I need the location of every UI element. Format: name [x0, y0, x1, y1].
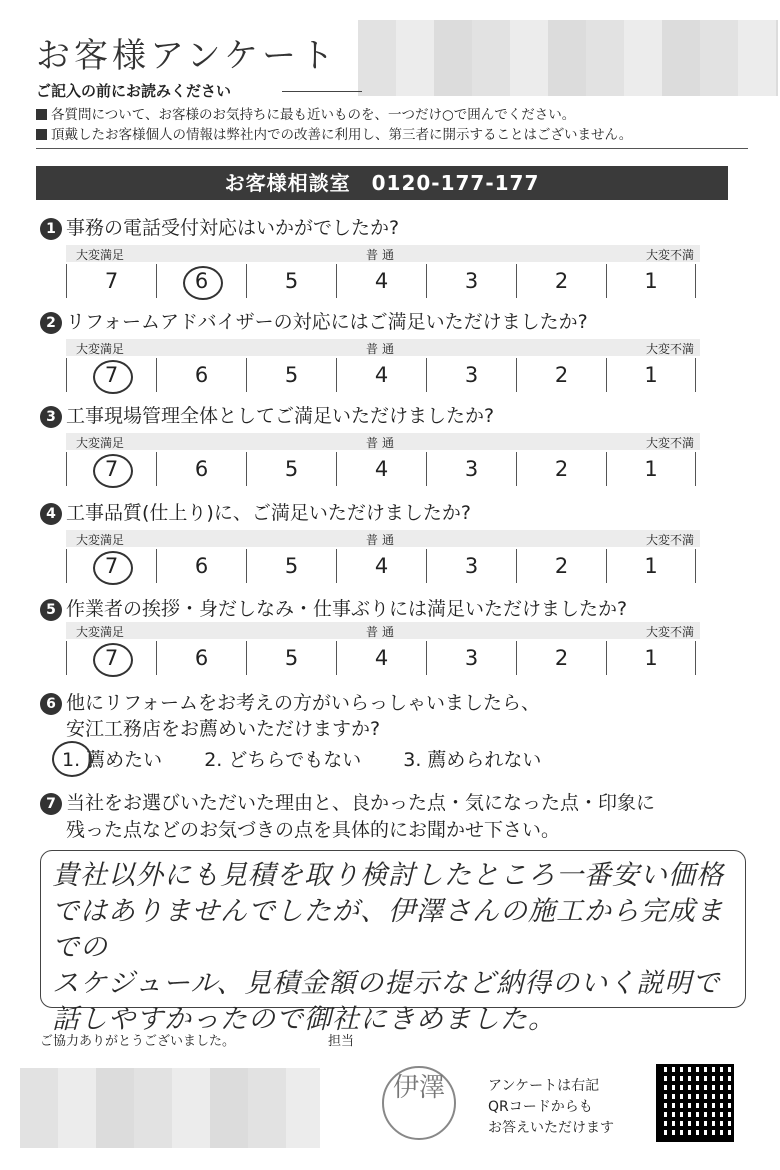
rating-option-5[interactable]: 5	[246, 264, 336, 298]
question-5: 5 作業者の挨拶・身だしなみ・仕事ぶりには満足いただけましたか?	[40, 594, 627, 621]
rating-scale-q4	[66, 549, 700, 583]
notice-divider	[282, 91, 362, 92]
rating-option-2[interactable]: 2	[516, 358, 606, 392]
question-number-icon: 7	[40, 793, 62, 815]
rating-option-6[interactable]: 6	[156, 641, 246, 675]
rating-option-7[interactable]: 7	[66, 264, 156, 298]
rating-option-4[interactable]: 4	[336, 549, 426, 583]
rating-option-1[interactable]: 1	[606, 549, 696, 583]
square-bullet-icon	[36, 129, 47, 140]
staff-label: 担当	[328, 1034, 355, 1049]
rating-option-1[interactable]: 1	[606, 264, 696, 298]
redacted-area	[20, 1068, 320, 1148]
rating-option-1[interactable]: 1	[606, 452, 696, 486]
handwritten-answer: 貴社以外にも見積を取り検討したところ一番安い価格 ではありませんでしたが、伊澤さんの施工から完成までの スケジュール、見積金額の提示など納得のいく説明で 話しやすかったので御社にきめました。	[52, 860, 724, 1035]
header-divider	[36, 148, 748, 149]
notice-line: 頂戴したお客様個人の情報は弊社内での改善に利用し、第三者に開示することはございません。	[36, 123, 632, 143]
rating-scale-q2	[66, 358, 700, 392]
thanks-text: ご協力ありがとうございました。	[40, 1034, 236, 1049]
rating-option-1[interactable]: 1	[606, 358, 696, 392]
rating-option-2[interactable]: 2	[516, 641, 606, 675]
q6-option-3[interactable]: 3. 薦められない	[403, 749, 542, 771]
staff-seal-stamp: 伊澤	[382, 1066, 456, 1140]
scale-header: 大変満足 普通 大変不満	[66, 622, 700, 639]
q6-option-1[interactable]: 1. 薦めたい	[62, 745, 162, 772]
qr-instructions: アンケートは右記 QRコードからも お答えいただけます	[488, 1078, 614, 1136]
rating-option-5[interactable]: 5	[246, 641, 336, 675]
rating-option-7[interactable]: 7	[66, 452, 156, 486]
rating-scale-q1	[66, 264, 700, 298]
rating-scale-q5	[66, 641, 700, 675]
rating-option-5[interactable]: 5	[246, 549, 336, 583]
scale-header: 大変満足 普通 大変不満	[66, 339, 700, 356]
question-number-icon: 5	[40, 599, 62, 621]
notice-title: ご記入の前にお読みください	[36, 82, 232, 100]
question-7-line2: 残った点などのお気づきの点を具体的にお聞かせ下さい。	[66, 819, 561, 841]
support-banner: お客様相談室 0120-177-177	[36, 166, 728, 200]
notice-line: 各質問について、お客様のお気持ちに最も近いものを、一つだけ○で囲んでください。	[36, 103, 575, 123]
question-6-line2: 安江工務店をお薦めいただけますか?	[66, 718, 381, 740]
rating-scale-q3	[66, 452, 700, 486]
question-number-icon: 2	[40, 312, 62, 334]
rating-option-4[interactable]: 4	[336, 452, 426, 486]
question-7: 7 当社をお選びいただいた理由と、良かった点・気になった点・印象に	[40, 788, 655, 815]
scale-header: 大変満足 普通 大変不満	[66, 530, 700, 547]
question-1: 1 事務の電話受付対応はいかがでしたか?	[40, 213, 399, 240]
question-3: 3 工事現場管理全体としてご満足いただけましたか?	[40, 401, 494, 428]
square-bullet-icon	[36, 109, 47, 120]
rating-option-3[interactable]: 3	[426, 264, 516, 298]
question-number-icon: 3	[40, 406, 62, 428]
scale-header: 大変満足 普通 大変不満	[66, 245, 700, 262]
redacted-area	[358, 20, 778, 96]
scale-header: 大変満足 普通 大変不満	[66, 433, 700, 450]
rating-option-6[interactable]: 6	[156, 358, 246, 392]
rating-option-2[interactable]: 2	[516, 549, 606, 583]
rating-option-5[interactable]: 5	[246, 358, 336, 392]
question-6: 6 他にリフォームをお考えの方がいらっしゃいましたら、	[40, 688, 540, 715]
rating-option-5[interactable]: 5	[246, 452, 336, 486]
rating-option-6[interactable]: 6	[156, 452, 246, 486]
rating-option-6[interactable]: 6	[156, 549, 246, 583]
rating-option-6[interactable]: 6	[156, 264, 246, 298]
question-number-icon: 1	[40, 218, 62, 240]
q6-options	[62, 745, 577, 772]
page-title: お客様アンケート	[36, 36, 338, 76]
rating-option-4[interactable]: 4	[336, 264, 426, 298]
question-number-icon: 4	[40, 503, 62, 525]
rating-option-2[interactable]: 2	[516, 452, 606, 486]
question-4: 4 工事品質(仕上り)に、ご満足いただけましたか?	[40, 498, 471, 525]
rating-option-3[interactable]: 3	[426, 641, 516, 675]
question-2: 2 リフォームアドバイザーの対応にはご満足いただけましたか?	[40, 307, 588, 334]
q6-option-2[interactable]: 2. どちらでもない	[204, 749, 362, 771]
rating-option-7[interactable]: 7	[66, 358, 156, 392]
rating-option-3[interactable]: 3	[426, 549, 516, 583]
rating-option-1[interactable]: 1	[606, 641, 696, 675]
qr-code-icon[interactable]	[656, 1064, 734, 1142]
question-number-icon: 6	[40, 693, 62, 715]
rating-option-7[interactable]: 7	[66, 641, 156, 675]
rating-option-4[interactable]: 4	[336, 358, 426, 392]
rating-option-3[interactable]: 3	[426, 452, 516, 486]
rating-option-3[interactable]: 3	[426, 358, 516, 392]
rating-option-2[interactable]: 2	[516, 264, 606, 298]
rating-option-4[interactable]: 4	[336, 641, 426, 675]
rating-option-7[interactable]: 7	[66, 549, 156, 583]
